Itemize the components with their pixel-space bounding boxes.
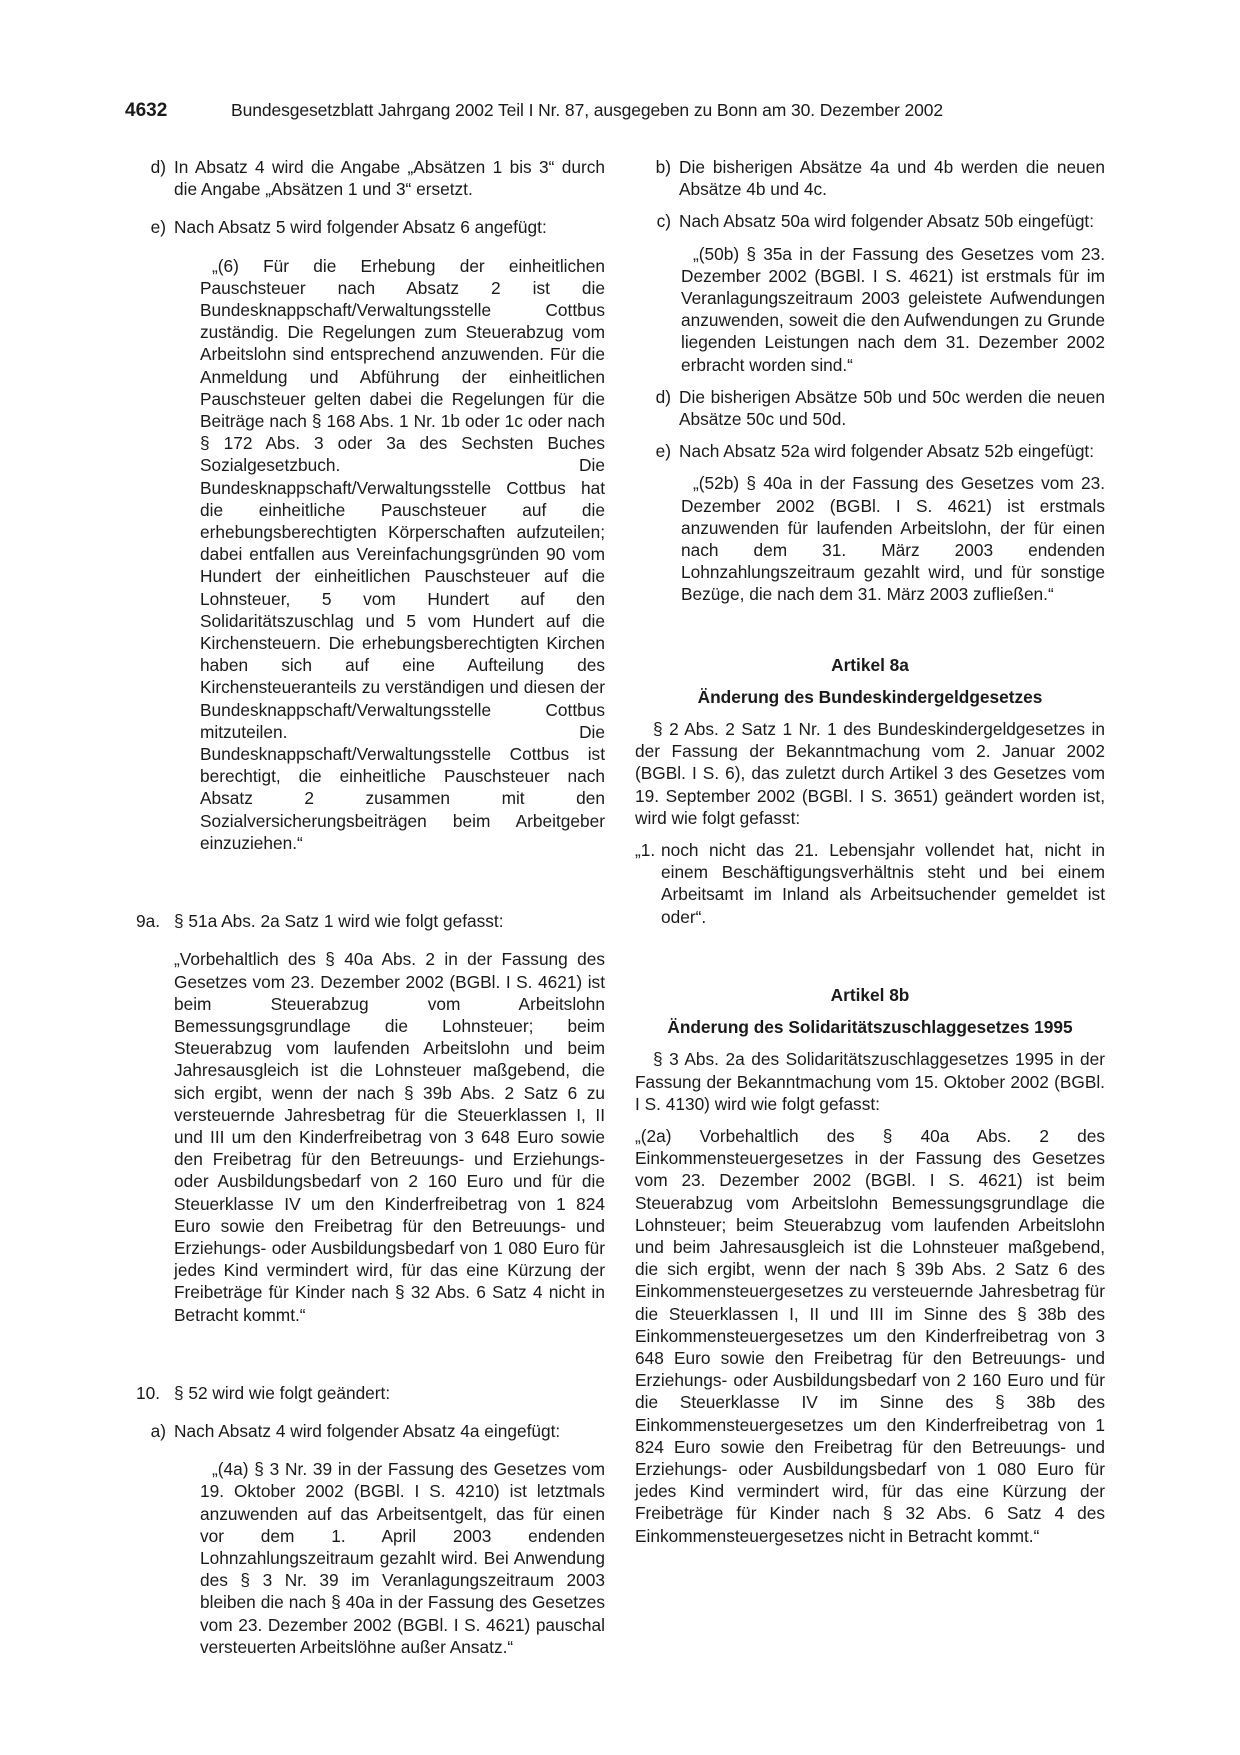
quote-absatz-52b: „(52b) § 40a in der Fassung des Gesetzes vom 23. Dezember 2002 (BGBl. I S. 4621) ist erstmals anzuwenden für laufenden Arbeitslohn, der für einen nach dem 31. März 2003 endenden Lohnzahlungszeitraum gezahlt wird, und für sonstige Bezüge, die nach dem 31. März 2003 zufließen.“ <box>681 473 1105 605</box>
article-8b-subtitle: Änderung des Solidaritätszuschlaggesetzes 1995 <box>667 1017 1073 1038</box>
article-8b-paragraph: § 3 Abs. 2a des Solidaritätszuschlaggesetzes 1995 in der Fassung der Bekanntmachung vom 15. Oktober 2002 (BGBl. I S. 4130) wird wie folgt gefasst: <box>635 1049 1105 1114</box>
item-text: § 52 wird wie folgt geändert: <box>174 1382 391 1403</box>
item-text: Nach Absatz 4 wird folgender Absatz 4a eingefügt: <box>174 1420 561 1441</box>
item-label: 9a. <box>135 911 160 932</box>
item-label: a) <box>150 1420 166 1441</box>
quote-absatz-2a: „(2a) Vorbehaltlich des § 40a Abs. 2 des Einkommensteuergesetzes in der Fassung des Gesetzes vom 23. Dezember 2002 (BGBl. I S. 4621) ist beim Steuerabzug vom Arbeitslohn Bemessungsgrundlage die Lohnsteuer; beim Steuerabzug vom laufenden Arbeitslohn und beim Jahresausgleich ist die Lohnsteuer maßgebend, die sich ergibt, wenn der nach § 39b Abs. 2 Satz 6 des Einkommensteuergesetzes zu versteuernde Jahresbetrag für die Steuerklassen I, II und III im Sinne des § 38b des Einkommensteuergesetzes um den Kinderfreibetrag von 3 648 Euro sowie den Freibetrag für den Betreuungs- und Erziehungs- oder Ausbildungsbedarf von 2 160 Euro und für die Steuerklasse IV im Sinne des § 38b des Einkommensteuergesetzes um den Kinderfreibetrag von 1 824 Euro sowie den Freibetrag für den Betreuungs- und Erziehungs- oder Ausbildungsbedarf von 1 080 Euro für jedes Kind vermindert wird, für das eine Kürzung der Freibeträge für Kinder nach § 32 Abs. 6 Satz 4 des Einkommensteuergesetzes nicht in Betracht kommt.“ <box>635 1125 1105 1546</box>
left-item-9a <box>130 910 605 932</box>
article-8a-subtitle: Änderung des Bundeskindergeldgesetzes <box>697 686 1043 707</box>
item-label: d) <box>655 386 671 407</box>
left-item-10 <box>130 1382 605 1404</box>
article-8b-title: Artikel 8b <box>830 984 910 1005</box>
right-item-c <box>635 210 1105 232</box>
quote-absatz-6: „(6) Für die Erhebung der einheitlichen Pauschsteuer nach Absatz 2 ist die Bundesknappschaft/Verwaltungsstelle Cottbus zuständig. Die Regelungen zum Steuerabzug vom Arbeitslohn sind entsprechend anzuwenden. Für die Anmeldung und Abführung der einheitlichen Pauschsteuer gelten dabei die Regelungen für die Beiträge nach § 168 Abs. 1 Nr. 1b oder 1c oder nach § 172 Abs. 3 oder 3a des Sechsten Buches Sozialgesetzbuch. Die Bundesknappschaft/Verwaltungsstelle Cottbus hat die einheitliche Pauschsteuer auf die erhebungsberechtigten Körperschaften aufzuteilen; dabei entfallen aus Vereinfachungsgründen 90 vom Hundert der einheitlichen Pauschsteuer auf die Lohnsteuer, 5 vom Hundert auf den Solidaritätszuschlag und 5 vom Hundert auf die Kirchensteuern. Die erhebungsberechtigten Kirchen haben sich auf eine Aufteilung des Kirchensteueranteils zu verständigen und diesen der Bundesknappschaft/Verwaltungsstelle Cottbus mitzuteilen. Die Bundesknappschaft/Verwaltungsstelle Cottbus ist berechtigt, die einheitliche Pauschsteuer nach Absatz 2 zusammen mit den Sozialversicherungsbeiträgen beim Arbeitgeber einzuziehen.“ <box>200 255 605 853</box>
page-number: 4632 <box>125 100 168 121</box>
item-label: c) <box>656 211 671 232</box>
item-label: d) <box>150 157 166 177</box>
right-item-b <box>635 156 1105 200</box>
left-item-e <box>130 216 605 238</box>
right-item-d <box>635 386 1105 430</box>
item-text: In Absatz 4 wird die Angabe „Absätzen 1 bis 3“ durch die Angabe „Absätzen 1 und 3“ ersetzt. <box>174 157 605 200</box>
left-column <box>130 156 605 1658</box>
quote-51a: „Vorbehaltlich des § 40a Abs. 2 in der Fassung des Gesetzes vom 23. Dezember 2002 (BGBl. I S. 4621) ist beim Steuerabzug vom Arbeitslohn Bemessungsgrundlage die Lohnsteuer; beim Steuerabzug vom laufenden Arbeitslohn und beim Jahresausgleich ist die Lohnsteuer maßgebend, die sich ergibt, wenn der nach § 39b Abs. 2 Satz 6 zu versteuernde Jahresbetrag für die Steuerklassen I, II und III um den Kinderfreibetrag von 3 648 Euro sowie den Freibetrag für den Betreuungs- und Erziehungs- oder Ausbildungsbedarf von 2 160 Euro und für die Steuerklasse IV um den Kinderfreibetrag von 1 824 Euro sowie den Freibetrag für den Betreuungs- und Erziehungs- oder Ausbildungsbedarf von 1 080 Euro für jedes Kind vermindert wird, für das eine Kürzung der Freibeträge für Kinder nach § 32 Abs. 6 Satz 4 nicht in Betracht kommt.“ <box>174 949 605 1325</box>
item-text: Nach Absatz 50a wird folgender Absatz 50b eingefügt: <box>679 211 1095 232</box>
item-text: Nach Absatz 52a wird folgender Absatz 52b eingefügt: <box>679 441 1095 462</box>
item-text: Die bisherigen Absätze 50b und 50c werden die neuen Absätze 50c und 50d. <box>679 386 1105 430</box>
item-text: Die bisherigen Absätze 4a und 4b werden die neuen Absätze 4b und 4c. <box>679 157 1105 200</box>
quote-absatz-4a: „(4a) § 3 Nr. 39 in der Fassung des Gesetzes vom 19. Oktober 2002 (BGBl. I S. 4210) ist letztmals anzuwenden auf das Arbeitsentgelt, das für einen vor dem 1. April 2003 endenden Lohnzahlungszeitraum gezahlt wird. Bei Anwendung des § 3 Nr. 39 im Veranlagungszeitraum 2003 bleiben die nach § 40a in der Fassung des Gesetzes vom 23. Dezember 2002 (BGBl. I S. 4621) pauschal versteuerten Arbeitslöhne außer Ansatz.“ <box>200 1459 605 1657</box>
item-label: „1. <box>635 840 656 861</box>
item-text: noch nicht das 21. Lebensjahr vollendet hat, nicht in einem Beschäftigungsverhältnis steht und bei einem Arbeitsamt im Inland als Arbeitsuchender gemeldet ist oder“. <box>661 840 1105 927</box>
article-8a-item-1 <box>635 839 1105 928</box>
item-label: e) <box>150 217 166 238</box>
quote-absatz-50b: „(50b) § 35a in der Fassung des Gesetzes vom 23. Dezember 2002 (BGBl. I S. 4621) ist erstmals für im Veranlagungszeitraum 2003 geleistete Aufwendungen anzuwenden, soweit die den Aufwendungen zu Grunde liegenden Leistungen nach dem 31. Dezember 2002 erbracht worden sind.“ <box>681 243 1105 375</box>
right-item-e <box>635 440 1105 462</box>
left-item-d <box>130 156 605 200</box>
left-item-a <box>130 1420 605 1442</box>
item-label: b) <box>655 157 671 177</box>
item-label: 10. <box>135 1382 160 1403</box>
item-text: Nach Absatz 5 wird folgender Absatz 6 angefügt: <box>174 217 547 238</box>
running-head: Bundesgesetzblatt Jahrgang 2002 Teil I Nr. 87, ausgegeben zu Bonn am 30. Dezember 2002 <box>231 100 943 120</box>
item-label: e) <box>655 441 671 462</box>
article-8a-paragraph: § 2 Abs. 2 Satz 1 Nr. 1 des Bundeskindergeldgesetzes in der Fassung der Bekanntmachung vom 2. Januar 2002 (BGBl. I S. 6), das zuletzt durch Artikel 3 des Gesetzes vom 19. September 2002 (BGBl. I S. 3651) geändert worden ist, wird wie folgt gefasst: <box>635 719 1105 828</box>
right-column <box>635 156 1105 1547</box>
page-header <box>125 100 1005 126</box>
article-8a-title: Artikel 8a <box>831 654 909 675</box>
item-text: § 51a Abs. 2a Satz 1 wird wie folgt gefasst: <box>174 911 504 932</box>
